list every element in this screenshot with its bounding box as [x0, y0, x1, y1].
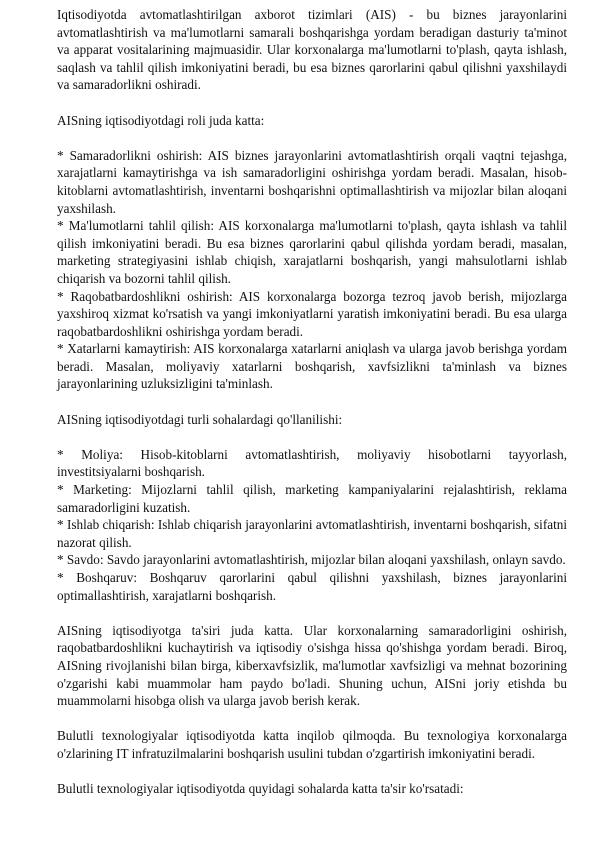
spacer — [57, 428, 567, 446]
intro-paragraph: Iqtisodiyotda avtomatlashtirilgan axborot tizimlari (AIS) - bu biznes jarayonlarini avtomatlashtirish va ma'lumotlarni samarali boshqarishga yordam beradigan dasturiy ta'minot va apparat vositalarining majmuasidir. Ular korxonalarga ma'lumotlarni to'plash, qayta ishlash, saqlash va tahlil qilish imkoniyatini beradi, bu esa biznes qarorlarini qabul qilishni yaxshilaydi va samaradorlikni oshiradi. — [57, 7, 567, 93]
usage-item-marketing: * Marketing: Mijozlarni tahlil qilish, marketing kampaniyalarini rejalashtirish, reklama samaradorligini kuzatish. — [57, 482, 567, 515]
spacer — [57, 763, 567, 781]
spacer — [57, 710, 567, 728]
cloud-heading: Bulutli texnologiyalar iqtisodiyotda quyidagi sohalarda katta ta'sir ko'rsatadi: — [57, 781, 464, 797]
role-item-efficiency: * Samaradorlikni oshirish: AIS biznes jarayonlarini avtomatlashtirish orqali vaqtni tejashga, xarajatlarni kamaytirishga va ish samaradorligini oshirishga yordam beradi. Masalan, hisob-kitoblarni avtomatlashtirish, inventarni boshqarishni optimallashtirish va mijozlar bilan aloqani yaxshilash. — [57, 147, 567, 216]
impact-paragraph: AISning iqtisodiyotga ta'siri juda katta. Ular korxonalarning samaradorligini oshirish, raqobatbardoshlikni kuchaytirish va iqtisodiy o'sishga hissa qo'shishga yordam beradi. Biroq, AISning rivojlanishi bilan birga, kiberxavfsizlik, ma'lumotlar xavfsizligi va mehnat bozorining o'zgarishi kabi muammolar ham paydo bo'ladi. Shuning uchun, AISni joriy etishda bu muammolarni hisobga olish va ularga javob berish kerak. — [57, 622, 567, 709]
usage-heading: AISning iqtisodiyotdagi turli sohalardagi qo'llanilishi: — [57, 411, 343, 427]
spacer — [57, 94, 567, 112]
role-item-data-analysis: * Ma'lumotlarni tahlil qilish: AIS korxonalarga ma'lumotlarni to'plash, qayta ishlash va tahlil qilish imkoniyatini beradi. Bu esa biznes qarorlarini qabul qilishda yordam beradi, masalan, marketing strategiyasini ishlab chiqish, xarajatlarni boshqarish, yangi mahsulotlarni ishlab chiqarish va bozorni tahlil qilish. — [57, 218, 567, 286]
usage-item-management: * Boshqaruv: Boshqaruv qarorlarini qabul qilishni yaxshilash, biznes jarayonlarini optimallashtirish, xarajatlarni boshqarish. — [57, 570, 567, 603]
cloud-paragraph: Bulutli texnologiyalar iqtisodiyotda katta inqilob qilmoqda. Bu texnologiya korxonalarga o'zlarining IT infratuzilmalarini boshqarish usulini tubdan o'zgartirish imkoniyatini beradi. — [57, 728, 567, 761]
role-item-risk-reduction: * Xatarlarni kamaytirish: AIS korxonalarga xatarlarni aniqlash va ularga javob berishga yordam beradi. Masalan, moliyaviy xatarlarni boshqarish, xavfsizlikni ta'minlash va biznes jarayonlarining uzluksizligini ta'minlash. — [57, 341, 567, 392]
spacer — [57, 393, 567, 411]
spacer — [57, 129, 567, 147]
usage-item-production: * Ishlab chiqarish: Ishlab chiqarish jarayonlarini avtomatlashtirish, inventarni boshqarish, sifatni nazorat qilish. — [57, 517, 567, 550]
role-heading: AISning iqtisodiyotdagi roli juda katta: — [57, 112, 265, 128]
role-item-competitiveness: * Raqobatbardoshlikni oshirish: AIS korxonalarga bozorga tezroq javob berish, mijozlarga yaxshiroq xizmat ko'rsatish va yangi imkoniyatlarni yaratish imkoniyatini beradi. Bu esa ularga raqobatbardoshlikni oshirishga yordam beradi. — [57, 288, 567, 339]
usage-item-finance: * Moliya: Hisob-kitoblarni avtomatlashtirish, moliyaviy hisobotlarni tayyorlash, investitsiyalarni boshqarish. — [57, 446, 567, 480]
spacer — [57, 604, 567, 622]
usage-item-trade: * Savdo: Savdo jarayonlarini avtomatlashtirish, mijozlar bilan aloqani yaxshilash, onlayn savdo. — [57, 552, 566, 568]
document-page — [57, 6, 567, 798]
